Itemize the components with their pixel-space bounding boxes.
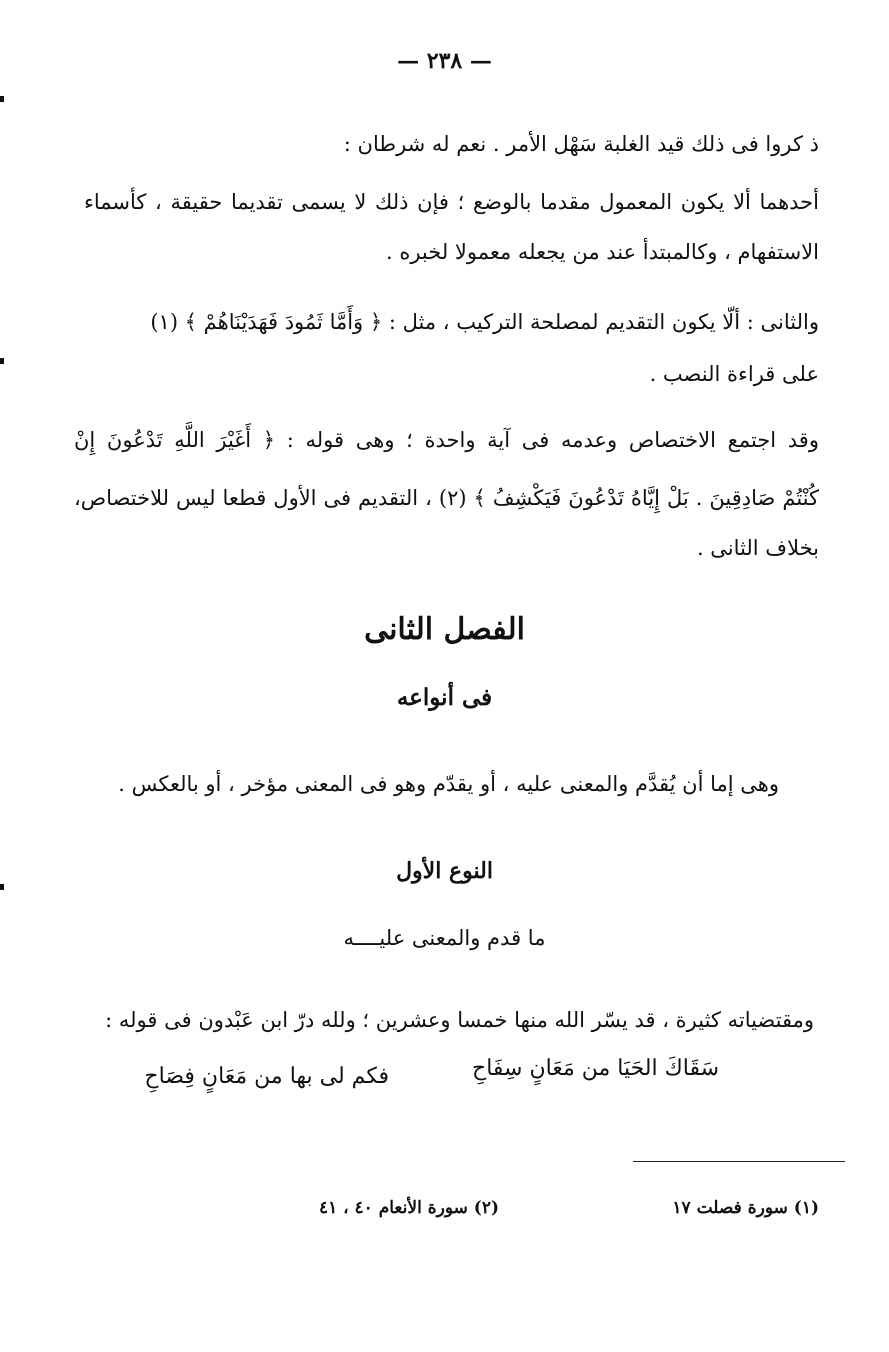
verse-first-hemistich: سَقَاكَ الحَيَا من مَعَانٍ سِفَاحِ [472,1056,719,1081]
body-line: كُنْتُمْ صَادِقِينَ . بَلْ إِيَّاهُ تَدْعُونَ فَيَكْشِفُ ﴾ (٢) ، التقديم فى الأول قطعا ليس للاختصاص، [74,486,820,510]
body-line: الاستفهام ، وكالمبتدأ عند من يجعله معمولا لخبره . [385,240,819,264]
chapter-intro: وهى إما أن يُقدَّم والمعنى عليه ، أو يقدّم وهو فى المعنى مؤخر ، أو بالعكس . [118,772,779,796]
footnote: (١) سورة فصلت ١٧ [672,1198,819,1218]
chapter-subtitle: فى أنواعه [396,684,493,711]
body-line: وقد اجتمع الاختصاص وعدمه فى آية واحدة ؛ وهى قوله : ﴿ أَغَيْرَ اللَّهِ تَدْعُونَ إِنْ [74,428,819,452]
section-subtitle: ما قدم والمعنى عليــــه [343,926,546,950]
body-line: على قراءة النصب . [649,362,819,386]
body-line: والثانى : ألّا يكون التقديم لمصلحة التركيب ، مثل : ﴿ وَأَمَّا ثَمُودَ فَهَدَيْنَاهُمْ ﴾ (١) [150,310,819,334]
footnote: (٢) سورة الأنعام ٤٠ ، ٤١ [318,1198,499,1218]
footnote-separator [633,1161,845,1162]
body-line: أحدهما ألا يكون المعمول مقدما بالوضع ؛ فإن ذلك لا يسمى تقديما حقيقة ، كأسماء [84,190,819,214]
scan-edge-mark [0,96,4,102]
scan-edge-mark [0,358,4,364]
verse-second-hemistich: فكم لى بها من مَعَانٍ فِصَاحِ [144,1064,389,1089]
body-line: ذ كروا فى ذلك قيد الغلبة سَهْل الأمر . نعم له شرطان : [343,132,819,156]
section-title: النوع الأول [396,858,493,884]
chapter-title: الفصل الثانى [364,612,525,647]
page-number: — ٢٣٨ — [397,48,492,74]
scan-edge-mark [0,884,4,890]
body-line: بخلاف الثانى . [696,536,819,560]
section-text: ومقتضياته كثيرة ، قد يسّر الله منها خمسا وعشرين ؛ ولله درّ ابن عَبْدون فى قوله : [105,1008,814,1032]
